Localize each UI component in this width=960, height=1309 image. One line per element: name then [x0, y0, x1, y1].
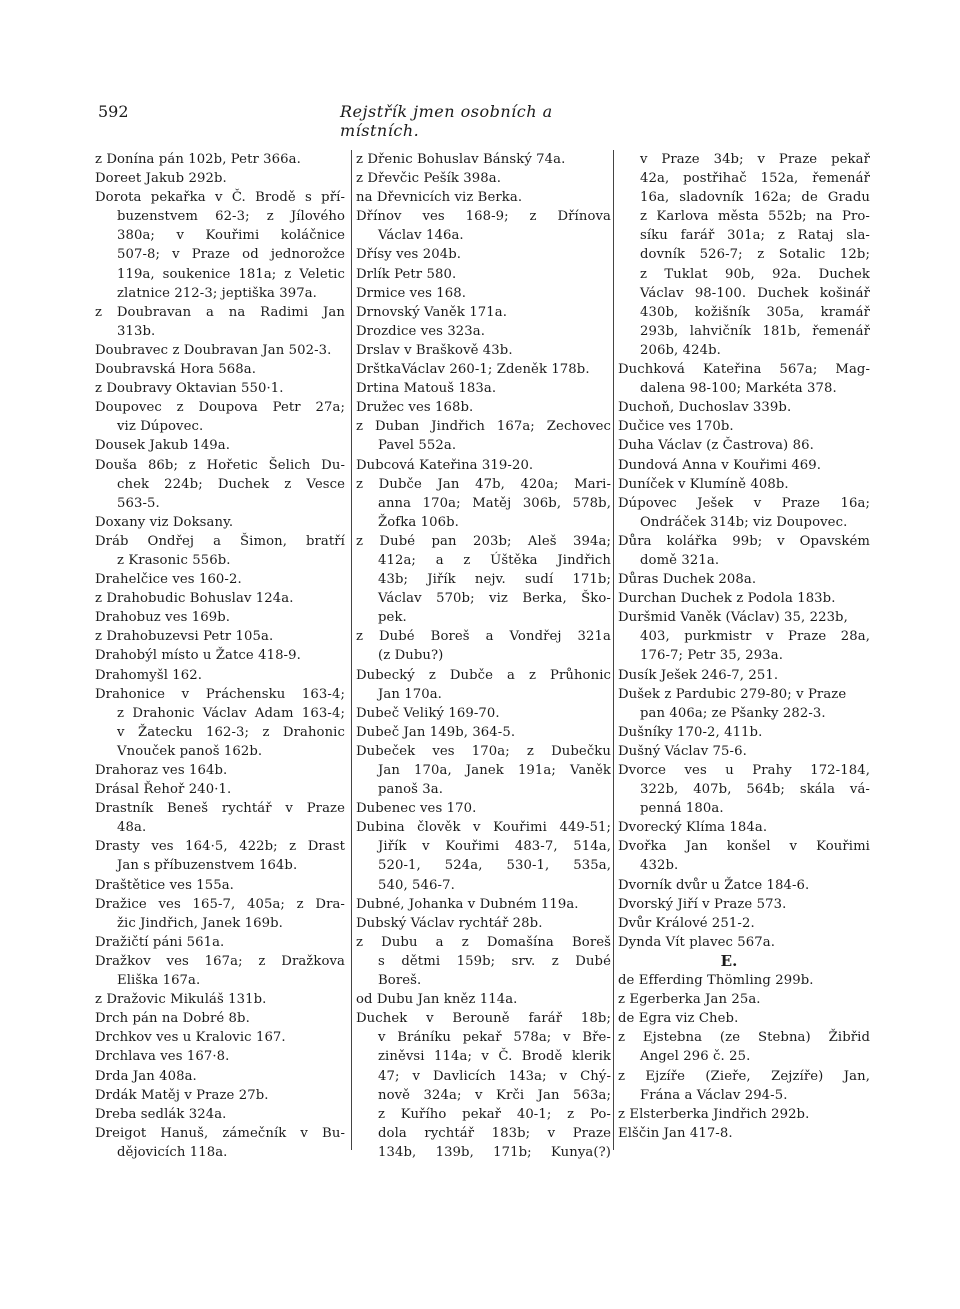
index-entry-line: Dorota pekařka v Č. Brodě s pří-: [95, 190, 345, 206]
index-entry-line: od Dubu Jan kněz 114a.: [356, 992, 518, 1008]
index-entry-line: Douša 86b; z Hořetic Šelich Du-: [95, 457, 345, 473]
index-entry-line: Důras Duchek 208a.: [618, 572, 757, 588]
index-entry-line: 206b, 424b.: [640, 342, 721, 358]
index-entry-line: Drásal Řehoř 240·1.: [95, 782, 232, 798]
index-entry-line: z Kuřího pekař 40-1; z Po-: [378, 1106, 611, 1122]
index-entry-line: Dubcová Kateřina 319-20.: [356, 457, 534, 473]
index-entry-line: Drmice ves 168.: [356, 285, 467, 301]
index-entry-line: Drda Jan 408a.: [95, 1068, 197, 1084]
index-entry-line: 293b, lahvičník 181b, řemenář: [640, 323, 870, 339]
index-entry-line: 313b.: [117, 323, 156, 339]
index-entry-line: Doubravec z Doubravan Jan 502-3.: [95, 342, 332, 358]
index-entry-line: Dřísy ves 204b.: [356, 247, 462, 263]
index-entry-line: Duha Václav (z Častrova) 86.: [618, 438, 814, 454]
index-entry-line: Družec ves 168b.: [356, 400, 474, 416]
index-entry-line: Frána a Václav 294-5.: [640, 1087, 788, 1103]
index-entry-line: Drch pán na Dobré 8b.: [95, 1011, 250, 1027]
index-entry-line: Jan s příbuzenstvem 164b.: [117, 858, 298, 874]
index-entry-line: Drchlava ves 167·8.: [95, 1049, 230, 1065]
index-entry-line: z Doubravy Oktavian 550·1.: [95, 381, 284, 397]
index-entry-line: Václav 146a.: [378, 228, 464, 244]
index-entry-line: Doupovec z Doupova Petr 27a;: [95, 400, 345, 416]
index-entry-line: 563-5.: [117, 495, 160, 511]
index-entry-line: 322b, 407b, 564b; skála vá-: [640, 782, 870, 798]
index-entry-line: Dubeč Veliký 169-70.: [356, 705, 500, 721]
index-entry-line: de Egra viz Cheb.: [618, 1011, 739, 1027]
index-entry-line: pek.: [378, 610, 407, 626]
index-entry-line: 412a; a z Úštěka Jindřich: [378, 552, 611, 568]
index-entry-line: v Praze 34b; v Praze pekař: [640, 152, 870, 167]
page-number: 592: [98, 102, 129, 121]
index-entry-line: z Egerberka Jan 25a.: [618, 992, 761, 1008]
index-entry-line: Doxany viz Doksany.: [95, 514, 234, 530]
index-entry-line: 540, 546-7.: [378, 877, 455, 893]
index-entry-line: Drslav v Braškově 43b.: [356, 342, 513, 358]
index-entry-line: z Krasonic 556b.: [117, 552, 231, 568]
index-entry-line: dovník 526-7; z Sotalic 12b;: [640, 247, 870, 263]
index-entry-line: z Donína pán 102b, Petr 366a.: [95, 152, 301, 167]
index-entry-line: z Tuklat 90b, 92a. Duchek: [640, 266, 870, 282]
index-entry-line: viz Dúpovec.: [117, 419, 204, 435]
index-entry-line: Drchkov ves u Kralovic 167.: [95, 1030, 286, 1046]
index-entry-line: penná 180a.: [640, 801, 724, 817]
index-entry-line: Dučice ves 170b.: [618, 419, 734, 435]
index-entry-line: Dubina člověk v Kouřimi 449-51;: [356, 820, 611, 836]
index-entry-line: Pavel 552a.: [378, 438, 457, 454]
index-entry-line: žic Jindřich, Janek 169b.: [117, 915, 283, 931]
index-entry-line: panoš 3a.: [378, 782, 444, 798]
index-entry-line: dola rychtář 183b; v Praze: [378, 1125, 611, 1141]
index-entry-line: Dvorský Jiří v Praze 573.: [618, 896, 787, 912]
index-entry-line: pan 406a; ze Pšanky 282-3.: [640, 705, 826, 721]
index-entry-line: Dražice ves 165-7, 405a; z Dra-: [95, 896, 345, 912]
index-entry-line: Jiřík v Kouřimi 483-7, 514a,: [378, 839, 611, 855]
index-entry-line: Důra kolářka 99b; v Opavském: [618, 533, 870, 549]
column-divider: [351, 150, 352, 1150]
index-entry-line: Václav 98-100. Duchek košinář: [640, 285, 870, 301]
index-column-right: [618, 150, 870, 1143]
index-entry-line: z Dubu a z Domašína Boreš: [356, 934, 611, 950]
index-entry-line: 380a; v Kouřimi koláčnice: [117, 228, 345, 244]
index-entry-line: buzenstvem 62-3; z Jílového: [117, 209, 345, 225]
index-entry-line: Drozdice ves 323a.: [356, 323, 486, 339]
index-entry-line: Dražičtí páni 561a.: [95, 934, 225, 950]
index-entry-line: Dvorník dvůr u Žatce 184-6.: [618, 877, 810, 893]
index-entry-line: Václav 570b; viz Berka, Ško-: [378, 591, 611, 607]
index-entry-line: dalena 98-100; Markéta 378.: [640, 381, 837, 397]
index-entry-line: Ondráček 314b; viz Doupovec.: [640, 514, 848, 530]
index-entry-line: z Dřenic Bohuslav Bánský 74a.: [356, 152, 566, 167]
index-entry-line: Dubenec ves 170.: [356, 801, 477, 817]
index-entry-line: Dvořka Jan konšel v Kouřimi: [618, 839, 870, 855]
index-entry-line: Doreet Jakub 292b.: [95, 171, 227, 187]
index-entry-line: Dušek z Pardubic 279-80; v Praze: [618, 686, 847, 702]
index-entry-line: 507-8; v Praze od jednorožce: [117, 247, 345, 263]
index-entry-line: 430b, kožišník 305a, kramář: [640, 304, 870, 320]
index-entry-line: z Ejstebna (ze Stebna) Žibřid: [618, 1030, 870, 1046]
index-entry-line: 134b, 139b, 171b; Kunya(?): [378, 1144, 611, 1160]
index-entry-line: Dreba sedlák 324a.: [95, 1106, 227, 1122]
index-entry-line: Dundová Anna v Kouřimi 469.: [618, 457, 822, 473]
index-entry-line: 48a.: [117, 820, 147, 836]
index-entry-line: de Efferding Thömling 299b.: [618, 973, 814, 989]
index-entry-line: v Bráníku pekař 578a; v Bře-: [378, 1030, 611, 1046]
index-entry-line: DrštkaVáclav 260-1; Zdeněk 178b.: [356, 362, 590, 378]
index-entry-line: na Dřevnicích viz Berka.: [356, 190, 523, 206]
index-entry-line: síku farář 301a; z Rataj sla-: [640, 228, 870, 244]
index-entry-line: Drahobýl místo u Žatce 418-9.: [95, 648, 301, 664]
index-entry-line: Dušný Václav 75-6.: [618, 743, 747, 759]
index-entry-line: 16a, sladovník 162a; de Gradu: [640, 190, 870, 206]
index-entry-line: 520-1, 524a, 530-1, 535a,: [378, 858, 611, 874]
index-entry-line: Drasty ves 164·5, 422b; z Drast: [95, 839, 345, 855]
index-entry-line: anna 170a; Matěj 306b, 578b,: [378, 495, 611, 511]
index-entry-line: z Drahobuzevsi Petr 105a.: [95, 629, 274, 645]
index-entry-line: v Žatecku 162-3; z Drahonic: [117, 724, 345, 740]
index-entry-line: Drdák Matěj v Praze 27b.: [95, 1087, 269, 1103]
index-entry-line: z Dřevčic Pešík 398a.: [356, 171, 502, 187]
index-entry-line: Boreš.: [378, 973, 422, 989]
index-entry-line: dějovicích 118a.: [117, 1144, 228, 1160]
index-entry-line: Duchková Kateřina 567a; Mag-: [618, 362, 870, 378]
index-entry-line: Žofka 106b.: [378, 514, 459, 530]
index-entry-line: Dřínov ves 168-9; z Dřínova: [356, 209, 611, 225]
index-entry-line: z Ejzíře (Zieře, Zejzíře) Jan,: [618, 1068, 870, 1084]
index-entry-line: Doubravská Hora 568a.: [95, 362, 257, 378]
index-entry-line: Jan 170a.: [378, 686, 442, 702]
index-entry-line: Drahonice v Práchensku 163-4;: [95, 686, 345, 702]
index-entry-line: Drtina Matouš 183a.: [356, 381, 497, 397]
index-entry-line: Durchan Duchek z Podola 183b.: [618, 591, 836, 607]
index-entry-line: Dubeček ves 170a; z Dubečku: [356, 743, 611, 759]
index-entry-line: 119a, soukenice 181a; z Veletic: [117, 266, 345, 282]
index-entry-line: Drahomyšl 162.: [95, 667, 203, 683]
index-entry-line: Duníček v Klumíně 408b.: [618, 476, 789, 492]
index-entry-line: Dubský Václav rychtář 28b.: [356, 915, 543, 931]
index-entry-line: domě 321a.: [640, 552, 720, 568]
index-column-middle: [356, 150, 611, 1162]
index-entry-line: Dreigot Hanuš, zámečník v Bu-: [95, 1125, 345, 1141]
index-entry-line: Angel 296 č. 25.: [640, 1049, 751, 1065]
index-entry-line: Vnouček panoš 162b.: [117, 743, 263, 759]
index-entry-line: Duchek v Berouně farář 18b;: [356, 1011, 611, 1027]
index-entry-line: 176-7; Petr 35, 293a.: [640, 648, 784, 664]
index-entry-line: 42a, postřihač 152a, řemenář: [640, 171, 870, 187]
index-entry-line: z Doubravan a na Radimi Jan: [95, 304, 345, 320]
index-entry-line: Jan 170a, Janek 191a; Vaněk: [378, 763, 611, 778]
index-entry-line: Duršmid Vaněk (Václav) 35, 223b,: [618, 610, 848, 626]
index-entry-line: Drahoraz ves 164b.: [95, 763, 228, 778]
index-entry-line: z Dražovic Mikuláš 131b.: [95, 992, 267, 1008]
page-header: [98, 102, 622, 140]
index-entry-line: Drahelčice ves 160-2.: [95, 572, 242, 588]
index-entry-line: z Karlova města 552b; na Pro-: [640, 209, 870, 225]
index-entry-line: zlatnice 212-3; jeptiška 397a.: [117, 285, 317, 301]
index-entry-line: 432b.: [640, 858, 679, 874]
index-entry-line: z Drahonic Václav Adam 163-4;: [117, 705, 345, 721]
index-entry-line: 43b; Jiřík nejv. sudí 171b;: [378, 572, 611, 588]
index-entry-line: Dubné, Johanka v Dubném 119a.: [356, 896, 579, 912]
index-entry-line: z Drahobudic Bohuslav 124a.: [95, 591, 294, 607]
index-entry-line: Dvorce ves u Prahy 172-184,: [618, 763, 870, 778]
index-entry-line: z Elsterberka Jindřich 292b.: [618, 1106, 810, 1122]
index-entry-line: Dousek Jakub 149a.: [95, 438, 231, 454]
section-heading: E.: [720, 951, 738, 970]
index-entry-line: Dúpovec Ješek v Praze 16a;: [618, 495, 870, 511]
index-entry-line: z Dubé pan 203b; Aleš 394a;: [356, 533, 611, 549]
index-entry-line: Drastník Beneš rychtář v Praze: [95, 801, 345, 817]
index-entry-line: Dráb Ondřej a Šimon, bratří: [95, 533, 345, 549]
index-entry-line: Drlík Petr 580.: [356, 266, 457, 282]
running-head: Rejstřík jmen osobních a místních.: [340, 102, 553, 140]
index-entry-line: Eliška 167a.: [117, 973, 201, 989]
index-entry-line: Dynda Vít plavec 567a.: [618, 934, 776, 950]
index-entry-line: 403, purkmistr v Praze 28a,: [640, 629, 870, 645]
index-entry-line: z Dubé Boreš a Vondřej 321a: [356, 629, 611, 645]
index-column-left: [95, 150, 345, 1162]
index-entry-line: 47; v Davlicích 143a; v Chý-: [378, 1068, 611, 1084]
index-entry-line: Drahobuz ves 169b.: [95, 610, 231, 626]
index-entry-line: chek 224b; Duchek z Vesce: [117, 476, 345, 492]
index-entry-line: Dvorecký Klíma 184a.: [618, 820, 768, 836]
index-entry-line: Dusík Ješek 246-7, 251.: [618, 667, 779, 683]
index-entry-line: Duchoň, Duchoslav 339b.: [618, 400, 792, 416]
index-entry-line: z Dubče Jan 47b, 420a; Mari-: [356, 476, 611, 492]
index-entry-line: s dětmi 159b; srv. z Dubé: [378, 953, 611, 969]
index-entry-line: nově 324a; v Krči Jan 563a;: [378, 1087, 611, 1103]
index-entry-line: ziněvsi 114a; v Č. Brodě klerik: [378, 1049, 611, 1065]
index-entry-line: Dušníky 170-2, 411b.: [618, 724, 763, 740]
index-entry-line: Elščin Jan 417-8.: [618, 1125, 733, 1141]
index-entry-line: z Duban Jindřich 167a; Zechovec: [356, 419, 611, 435]
index-entry-line: Dražkov ves 167a; z Dražkova: [95, 953, 345, 969]
index-entry-line: Drnovský Vaněk 171a.: [356, 304, 508, 320]
index-entry-line: (z Dubu?): [378, 648, 444, 664]
index-entry-line: Draštětice ves 155a.: [95, 877, 234, 893]
index-entry-line: Dubecký z Dubče a z Průhonic: [356, 667, 611, 683]
column-divider: [613, 150, 614, 1150]
index-entry-line: Dvůr Králové 251-2.: [618, 915, 755, 931]
index-entry-line: Dubeč Jan 149b, 364-5.: [356, 724, 516, 740]
